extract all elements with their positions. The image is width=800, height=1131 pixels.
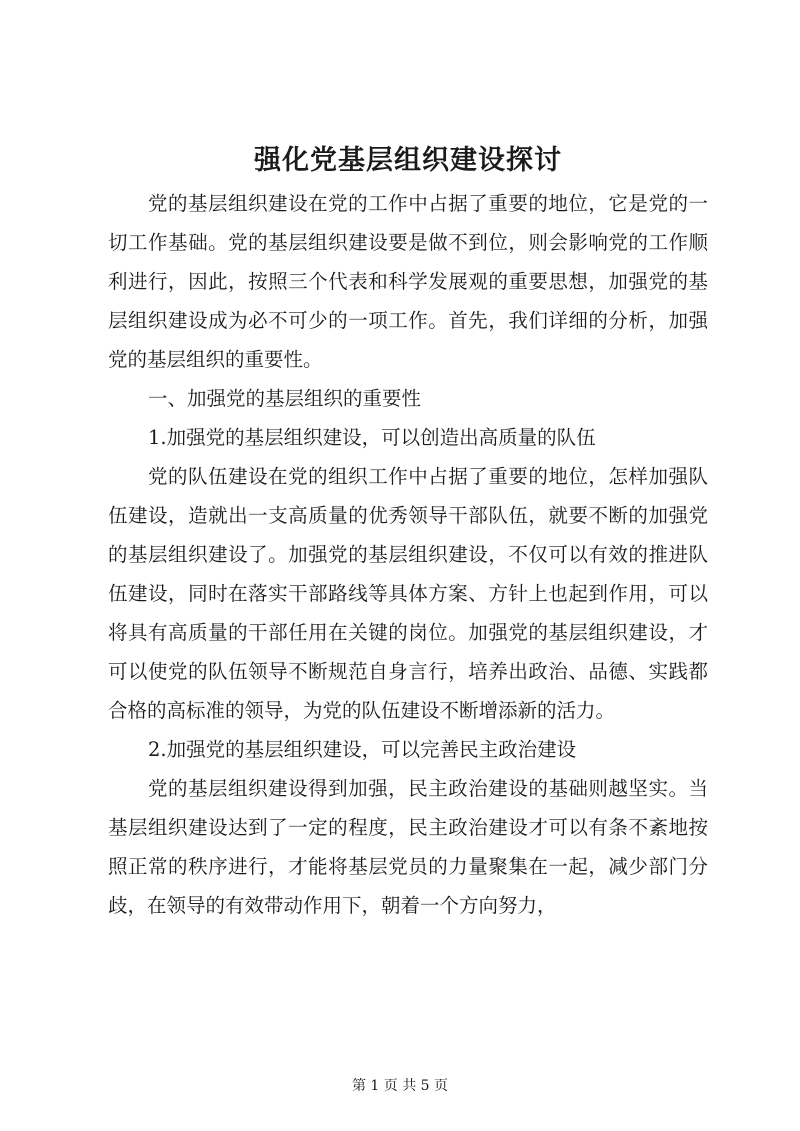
document-title: 强化党基层组织建设探讨 [254, 145, 562, 176]
intro-paragraph: 党的基层组织建设在党的工作中占据了重要的地位，它是党的一切工作基础。党的基层组织建设要是做不到位，则会影响党的工作顺利进行，因此，按照三个代表和科学发展观的重要思想，加强党的基层组织建设成为必不可少的一项工作。首先，我们详细的分析，加强党的基层组织的重要性。 [108, 192, 708, 371]
page-footer: 第 1 页 共 5 页 [351, 1078, 449, 1094]
body-paragraph-1: 党的队伍建设在党的组织工作中占据了重要的地位，怎样加强队伍建设，造就出一支高质量的优秀领导干部队伍，就要不断的加强党的基层组织建设了。加强党的基层组织建设，不仅可以有效的推进队伍建设，同时在落实干部路线等具体方案、方针上也起到作用，可以将具有高质量的干部任用在关键的岗位。加强党的基层组织建设，才可以使党的队伍领导不断规范自身言行，培养出政治、品德、实践都合格的高标准的领导，为党的队伍建设不断增添新的活力。 [108, 465, 708, 722]
document-page [108, 138, 708, 925]
subsection-heading-1: 1.加强党的基层组织建设，可以创造出高质量的队伍 [148, 426, 596, 449]
body-paragraph-2: 党的基层组织建设得到加强，民主政治建设的基础则越坚实。当基层组织建设达到了一定的程度，民主政治建设才可以有条不紊地按照正常的秩序进行，才能将基层党员的力量聚集在一起，减少部门分歧，在领导的有效带动作用下，朝着一个方向努力， [108, 777, 708, 917]
subsection-heading-2: 2.加强党的基层组织建设，可以完善民主政治建设 [148, 738, 577, 761]
section-heading: 一、加强党的基层组织的重要性 [148, 387, 422, 410]
